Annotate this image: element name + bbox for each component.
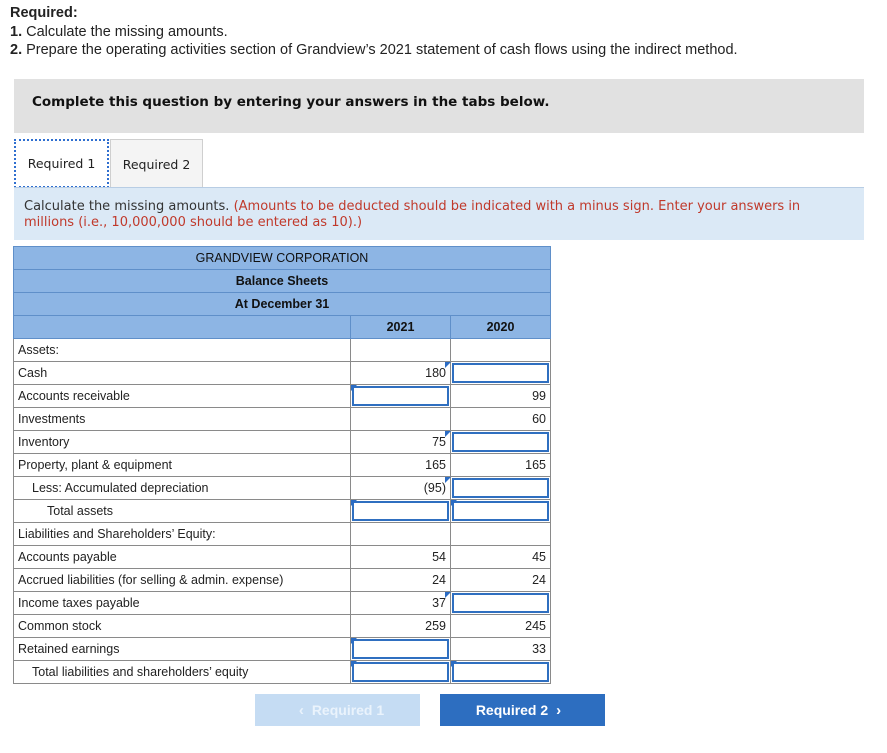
col-2021-header: 2021	[351, 316, 451, 339]
total-assets-2021-input[interactable]	[351, 500, 451, 523]
instruction-main: Calculate the missing amounts.	[24, 199, 230, 214]
input-box[interactable]	[352, 639, 449, 659]
assets-header: Assets:	[14, 339, 351, 362]
liabilities-header: Liabilities and Shareholders’ Equity:	[14, 523, 351, 546]
header-row	[14, 270, 551, 293]
item-number: 1.	[10, 23, 23, 40]
empty-cell	[351, 523, 451, 546]
balance-sheet-table	[13, 246, 551, 684]
tab-required-2[interactable]: Required 2	[110, 139, 203, 188]
common-2020: 245	[451, 615, 551, 638]
instruction-note: (Amounts to be deducted should be indicated with a minus sign. Enter your answers in millions (i.e., 10,000,000 should be entered as 10).)	[24, 199, 801, 230]
input-box[interactable]	[452, 662, 549, 682]
row-label: Cash	[14, 362, 351, 385]
col-2020-header: 2020	[451, 316, 551, 339]
total-le-2020-input[interactable]	[451, 661, 551, 684]
row-label: Accounts payable	[14, 546, 351, 569]
total-le-2021-input[interactable]	[351, 661, 451, 684]
table-row	[14, 408, 551, 431]
table-row	[14, 500, 551, 523]
header-row	[14, 247, 551, 270]
table-row	[14, 362, 551, 385]
empty-cell	[451, 523, 551, 546]
input-box[interactable]	[452, 501, 549, 521]
next-label: Required 2	[475, 702, 549, 718]
table-row	[14, 523, 551, 546]
accum-dep-2020-input[interactable]	[451, 477, 551, 500]
company-name: GRANDVIEW CORPORATION	[14, 247, 551, 270]
input-box[interactable]	[452, 363, 549, 383]
chevron-left-icon: ‹	[298, 701, 304, 719]
empty-cell	[351, 408, 451, 431]
prev-label: Required 1	[311, 702, 385, 718]
label-column-header	[14, 316, 351, 339]
ar-2021-input[interactable]	[351, 385, 451, 408]
table-row	[14, 454, 551, 477]
ap-2020: 45	[451, 546, 551, 569]
banner-text: Complete this question by entering your answers in the tabs below.	[32, 94, 550, 110]
table-row	[14, 477, 551, 500]
inventory-2021: 75	[351, 431, 451, 454]
item-text: Prepare the operating activities section of Grandview’s 2021 statement of cash flows using the indirect method.	[22, 42, 738, 58]
row-label: Less: Accumulated depreciation	[14, 477, 351, 500]
row-label: Inventory	[14, 431, 351, 454]
table-row	[14, 546, 551, 569]
table-row	[14, 661, 551, 684]
investments-2020: 60	[451, 408, 551, 431]
row-label: Investments	[14, 408, 351, 431]
row-label: Accounts receivable	[14, 385, 351, 408]
retained-2021-input[interactable]	[351, 638, 451, 661]
inventory-2020-input[interactable]	[451, 431, 551, 454]
table-row	[14, 385, 551, 408]
row-label: Retained earnings	[14, 638, 351, 661]
input-box[interactable]	[352, 662, 449, 682]
taxes-2021: 37	[351, 592, 451, 615]
input-box[interactable]	[452, 593, 549, 613]
cash-2021: 180	[351, 362, 451, 385]
table-row	[14, 431, 551, 454]
row-label: Accrued liabilities (for selling & admin. expense)	[14, 569, 351, 592]
input-box[interactable]	[352, 386, 449, 406]
ar-2020: 99	[451, 385, 551, 408]
accrued-2020: 24	[451, 569, 551, 592]
required-item-2	[10, 41, 738, 60]
input-box[interactable]	[352, 501, 449, 521]
required-section	[10, 4, 738, 60]
sheet-date: At December 31	[14, 293, 551, 316]
ppe-2021: 165	[351, 454, 451, 477]
table-row	[14, 592, 551, 615]
row-label: Income taxes payable	[14, 592, 351, 615]
input-box[interactable]	[452, 432, 549, 452]
table-row	[14, 638, 551, 661]
tab-required-1[interactable]: Required 1	[14, 139, 109, 188]
prev-tab-button[interactable]	[255, 694, 420, 726]
accum-dep-2021: (95)	[351, 477, 451, 500]
cash-2020-input[interactable]	[451, 362, 551, 385]
table-row	[14, 615, 551, 638]
row-label: Total liabilities and shareholders’ equity	[14, 661, 351, 684]
row-label: Common stock	[14, 615, 351, 638]
sheet-title: Balance Sheets	[14, 270, 551, 293]
retained-2020: 33	[451, 638, 551, 661]
table-row	[14, 339, 551, 362]
common-2021: 259	[351, 615, 451, 638]
accrued-2021: 24	[351, 569, 451, 592]
next-tab-button[interactable]	[440, 694, 605, 726]
total-assets-2020-input[interactable]	[451, 500, 551, 523]
header-row	[14, 293, 551, 316]
instructions-banner	[14, 79, 864, 133]
row-label: Total assets	[14, 500, 351, 523]
input-box[interactable]	[452, 478, 549, 498]
ap-2021: 54	[351, 546, 451, 569]
question-instruction	[14, 187, 864, 240]
column-header-row	[14, 316, 551, 339]
required-item-1	[10, 23, 738, 42]
required-heading: Required:	[10, 5, 78, 21]
table-row	[14, 569, 551, 592]
empty-cell	[351, 339, 451, 362]
ppe-2020: 165	[451, 454, 551, 477]
empty-cell	[451, 339, 551, 362]
taxes-2020-input[interactable]	[451, 592, 551, 615]
chevron-right-icon: ›	[556, 701, 562, 719]
item-number: 2.	[10, 42, 23, 58]
item-text: Calculate the missing amounts.	[22, 23, 228, 40]
row-label: Property, plant & equipment	[14, 454, 351, 477]
